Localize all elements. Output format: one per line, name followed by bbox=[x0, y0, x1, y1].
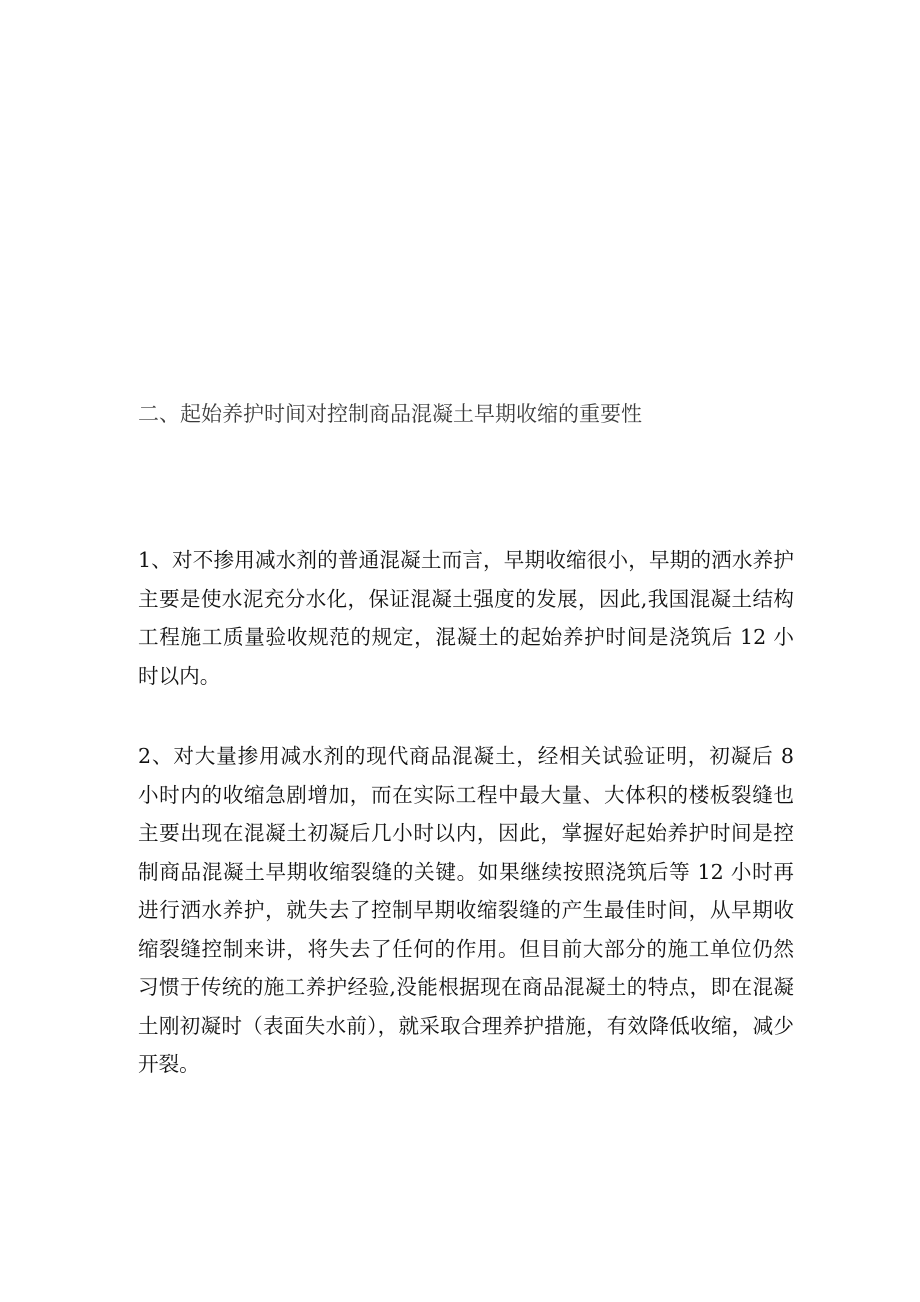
paragraph-2: 2、对大量掺用减水剂的现代商品混凝土，经相关试验证明，初凝后 8 小时内的收缩急剧增加，而在实际工程中最大量、大体积的楼板裂缝也主要出现在混凝土初凝后几小时以内，因此，掌握好起始养护时间是控制商品混凝土早期收缩裂缝的关键。如果继续按照浇筑后等 12 小时再进行洒水养护，就失去了控制早期收缩裂缝的产生最佳时间，从早期收缩裂缝控制来讲，将失去了任何的作用。但目前大部分的施工单位仍然习惯于传统的施工养护经验,没能根据现在商品混凝土的特点，即在混凝土刚初凝时（表面失水前），就采取合理养护措施，有效降低收缩，减少开裂。 bbox=[138, 744, 794, 1076]
section-heading: 二、起始养护时间对控制商品混凝土早期收缩的重要性 bbox=[138, 402, 642, 426]
paragraph-1: 1、对不掺用减水剂的普通混凝土而言，早期收缩很小，早期的洒水养护主要是使水泥充分水化，保证混凝土强度的发展，因此,我国混凝土结构工程施工质量验收规范的规定，混凝土的起始养护时间是浇筑后 12 小时以内。 bbox=[138, 548, 794, 688]
